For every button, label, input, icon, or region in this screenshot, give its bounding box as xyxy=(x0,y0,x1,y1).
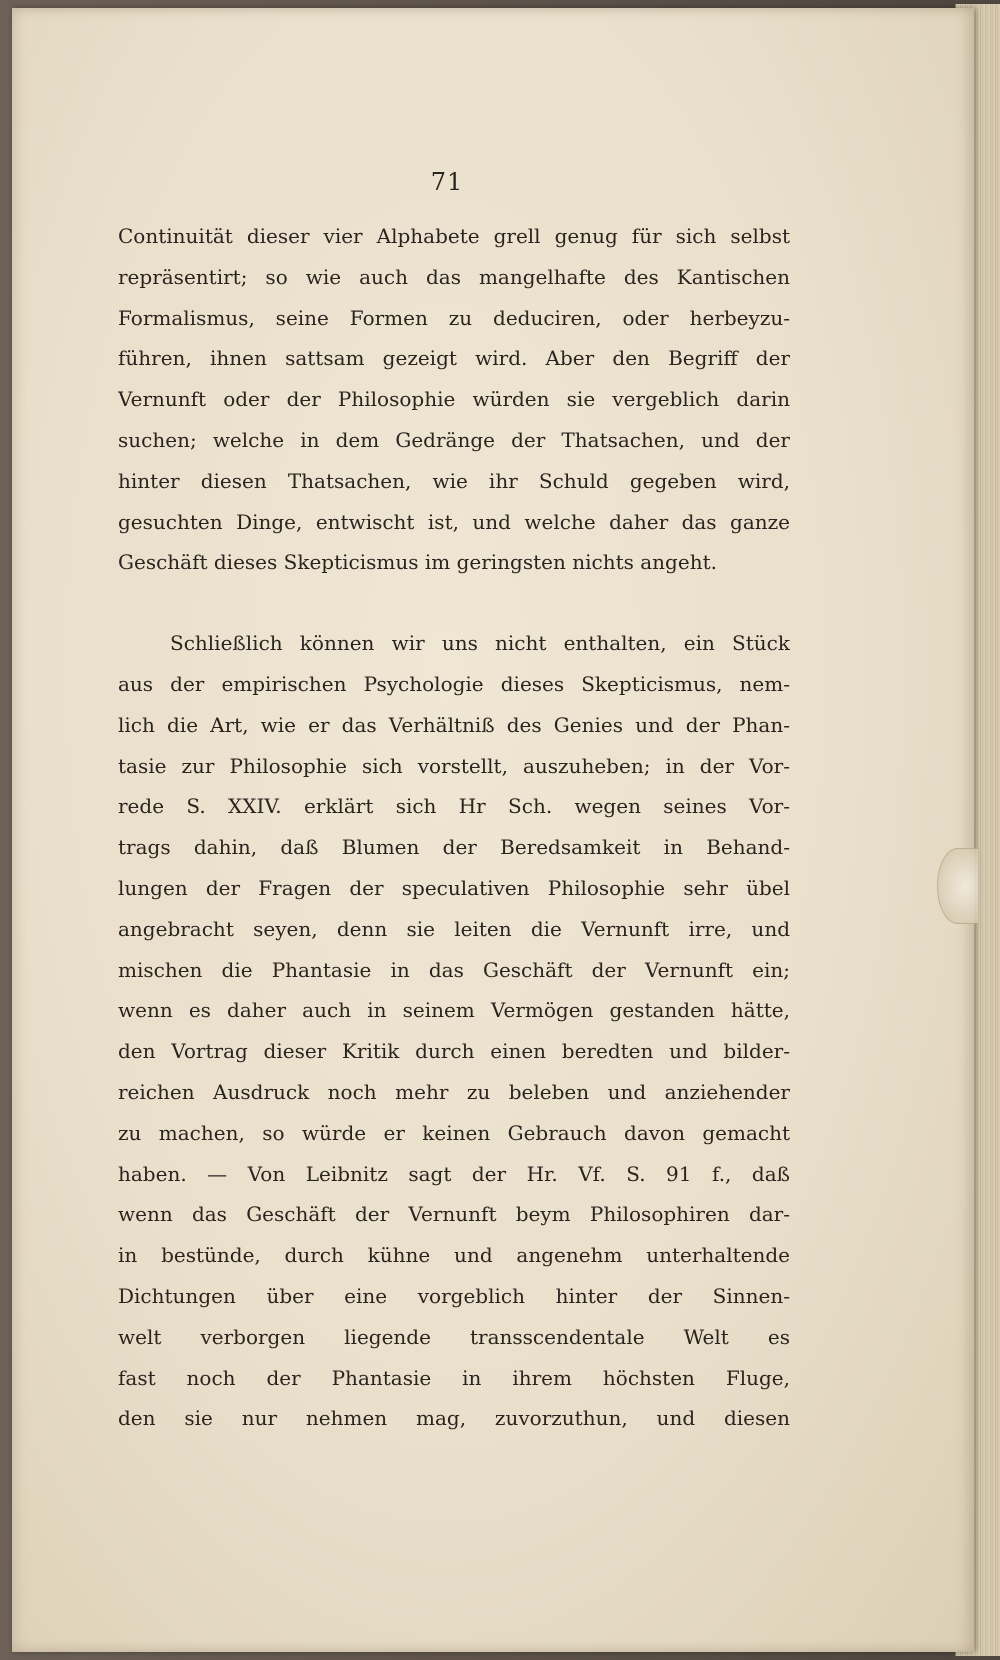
text-line: repräsentirt; so wie auch das mangelhafte des Kantischen xyxy=(118,264,790,289)
text-line: suchen; welche in dem Gedränge der Thatsachen, und der xyxy=(118,427,790,452)
text-line: Dichtungen über eine vorgeblich hinter der Sinnen- xyxy=(118,1283,790,1308)
text-line: zu machen, so würde er keinen Gebrauch davon gemacht xyxy=(118,1120,790,1145)
text-line: angebracht seyen, denn sie leiten die Vernunft irre, und xyxy=(118,916,790,941)
text-line: gesuchten Dinge, entwischt ist, und welche daher das ganze xyxy=(118,509,790,534)
page-fold-mark xyxy=(937,848,978,924)
text-block xyxy=(118,216,790,1439)
page-number: 71 xyxy=(430,168,464,196)
text-line: aus der empirischen Psychologie dieses Skepticismus, nem- xyxy=(118,671,790,696)
text-line: führen, ihnen sattsam gezeigt wird. Aber den Begriff der xyxy=(118,346,790,371)
text-line: fast noch der Phantasie in ihrem höchsten Fluge, xyxy=(118,1365,790,1390)
paragraph-gap xyxy=(118,583,790,623)
text-line: Continuität dieser vier Alphabete grell genug für sich selbst xyxy=(118,224,790,248)
text-line: reichen Ausdruck noch mehr zu beleben und anziehender xyxy=(118,1079,790,1104)
text-line: den Vortrag dieser Kritik durch einen beredten und bilder- xyxy=(118,1039,790,1064)
paragraph-2 xyxy=(118,623,790,1439)
text-line: trags dahin, daß Blumen der Beredsamkeit in Behand- xyxy=(118,835,790,860)
text-line: hinter diesen Thatsachen, wie ihr Schuld gegeben wird, xyxy=(118,468,790,493)
text-line: Formalismus, seine Formen zu deduciren, oder herbeyzu- xyxy=(118,305,790,330)
text-line: wenn das Geschäft der Vernunft beym Philosophiren dar- xyxy=(118,1202,790,1227)
text-line: Schließlich können wir uns nicht enthalten, ein Stück xyxy=(170,631,790,656)
book-page xyxy=(12,8,974,1652)
text-line: wenn es daher auch in seinem Vermögen gestanden hätte, xyxy=(118,998,790,1023)
text-line: in bestünde, durch kühne und angenehm unterhaltende xyxy=(118,1243,790,1268)
text-line: lungen der Fragen der speculativen Philosophie sehr übel xyxy=(118,875,790,900)
text-line: Geschäft dieses Skepticismus im geringsten nichts angeht. xyxy=(118,550,717,575)
text-line: den sie nur nehmen mag, zuvorzuthun, und diesen xyxy=(118,1406,790,1431)
paragraph-1 xyxy=(118,216,790,583)
text-line: tasie zur Philosophie sich vorstellt, auszuheben; in der Vor- xyxy=(118,753,790,778)
text-line: Vernunft oder der Philosophie würden sie vergeblich darin xyxy=(118,387,790,412)
text-line: mischen die Phantasie in das Geschäft der Vernunft ein; xyxy=(118,957,790,982)
text-line: rede S. XXIV. erklärt sich Hr Sch. wegen seines Vor- xyxy=(118,794,790,819)
text-line: welt verborgen liegende transscendentale Welt es xyxy=(118,1324,790,1349)
text-line: lich die Art, wie er das Verhältniß des Genies und der Phan- xyxy=(118,712,790,737)
text-line: haben. — Von Leibnitz sagt der Hr. Vf. S. 91 f., daß xyxy=(118,1161,790,1186)
